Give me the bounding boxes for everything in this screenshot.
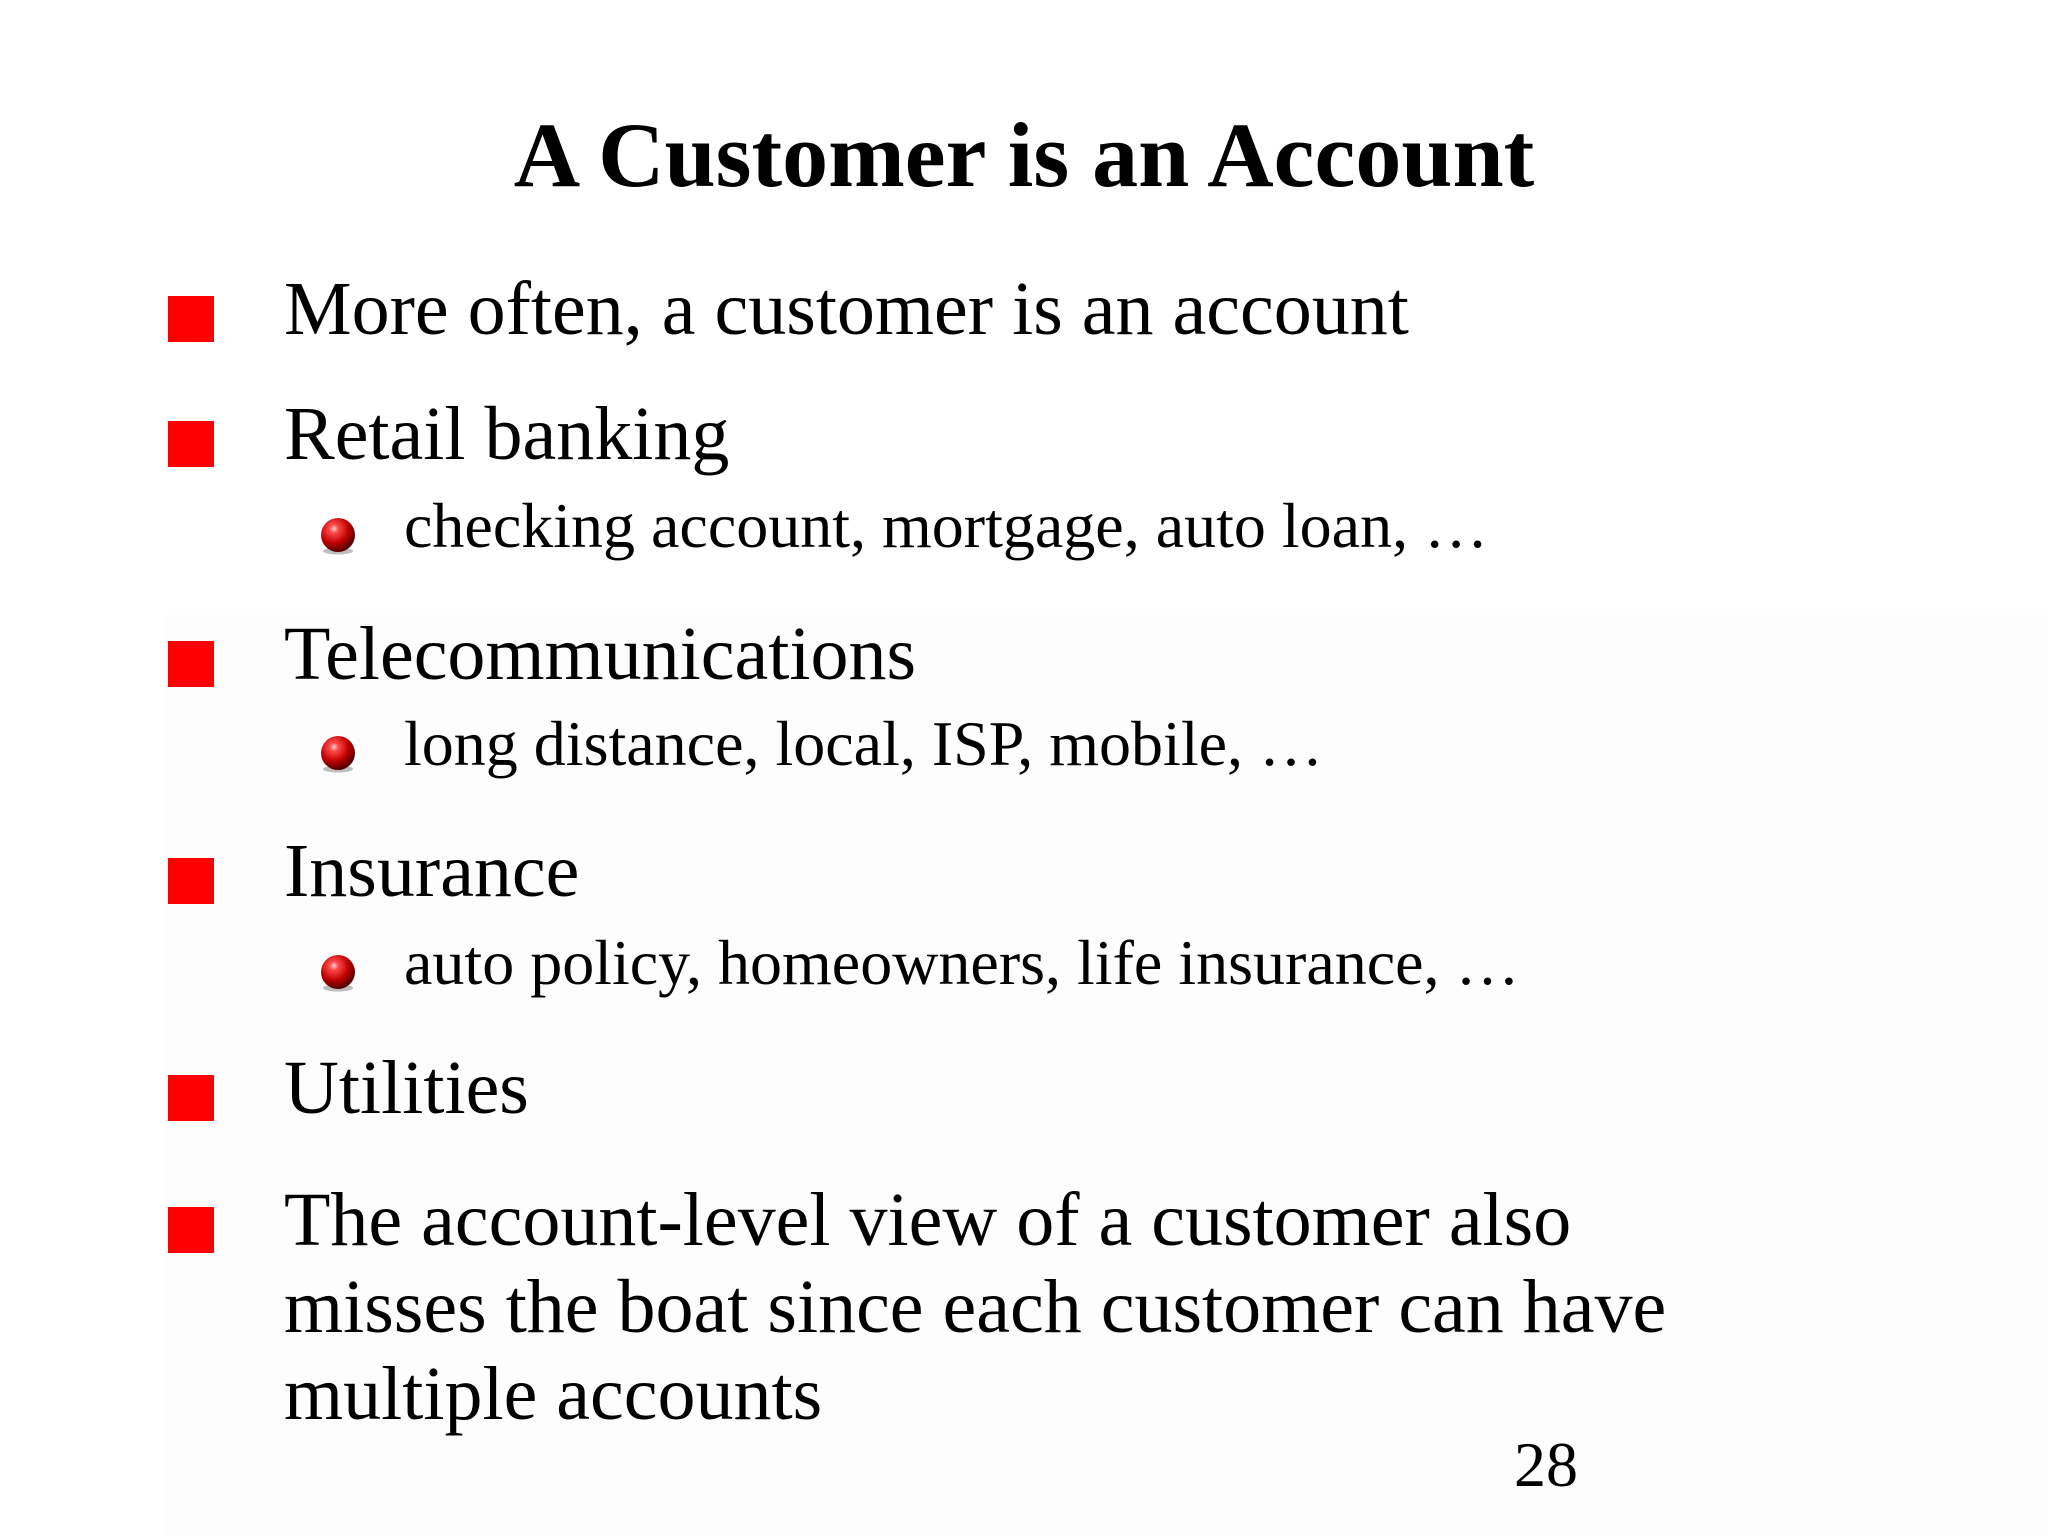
red-square-bullet-icon (168, 421, 214, 467)
red-square-bullet-icon (168, 858, 214, 904)
red-ball-bullet-icon (318, 734, 358, 774)
red-square-bullet-icon (168, 1075, 214, 1121)
page-number: 28 (1514, 1429, 1578, 1500)
red-ball-bullet-icon (318, 516, 358, 556)
sub-bullet-text: auto policy, homeowners, life insurance, … (404, 927, 1520, 998)
red-square-bullet-icon (168, 296, 214, 342)
red-square-bullet-icon (168, 1207, 214, 1253)
bullet-text-line: The account-level view of a customer also (284, 1178, 1572, 1262)
sub-bullet-text: checking account, mortgage, auto loan, … (404, 490, 1489, 561)
bullet-text-line: multiple accounts (284, 1352, 823, 1436)
red-ball-bullet-icon (318, 953, 358, 993)
bullet-text: More often, a customer is an account (284, 267, 1409, 351)
bullet-text: Utilities (284, 1046, 529, 1130)
bullet-text: Retail banking (284, 392, 730, 476)
sub-bullet-text: long distance, local, ISP, mobile, … (404, 708, 1323, 779)
red-square-bullet-icon (168, 641, 214, 687)
slide-title: A Customer is an Account (513, 104, 1535, 206)
bullet-text: Insurance (284, 829, 580, 913)
bullet-text-line: misses the boat since each customer can have (284, 1265, 1667, 1349)
bullet-text: Telecommunications (284, 612, 917, 696)
